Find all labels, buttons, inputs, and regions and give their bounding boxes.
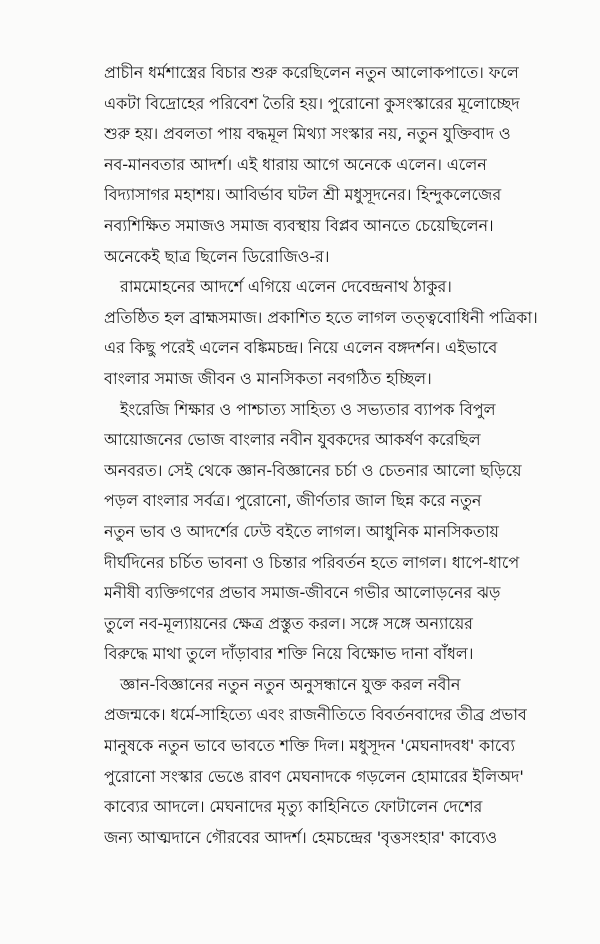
text-line: এর কিছু পরেই এলেন বঙ্কিমচন্দ্র। নিয়ে এলেন বঙ্গদর্শন। এইভাবে bbox=[104, 338, 498, 358]
text-line: নতুন ভাব ও আদর্শের ঢেউ বইতে লাগল। আধুনিক মানসিকতায় bbox=[104, 521, 499, 541]
text-line: রামমোহনের আদর্শে এগিয়ে এলেন দেবেন্দ্রনাথ ঠাকুর। bbox=[120, 277, 452, 297]
text-line: প্রতিষ্ঠিত হল ব্রাহ্মসমাজ। প্রকাশিত হতে লাগল তত্ত্ববোধিনী পত্রিকা। bbox=[104, 307, 538, 327]
text-line: পড়ল বাংলার সর্বত্র। পুরোনো, জীর্ণতার জাল ছিন্ন করে নতুন bbox=[104, 491, 482, 511]
text-line: জন্য আত্মদানে গৌরবের আদর্শ। হেমচন্দ্রের 'বৃত্তসংহার' কাব্যেও bbox=[104, 827, 498, 847]
text-line: তুলে নব-মূল্যায়নের ক্ষেত্র প্রস্তুত করল। সঙ্গে সঙ্গে অন্যায়ের bbox=[104, 613, 473, 633]
text-line: দীর্ঘদিনের চর্চিত ভাবনা ও চিন্তার পরিবর্তন হতে লাগল। ধাপে-ধাপে bbox=[104, 552, 520, 572]
text-line: মনীষী ব্যক্তিগণের প্রভাব সমাজ-জীবনে গভীর আলোড়নের ঝড় bbox=[104, 583, 501, 603]
page-body-text bbox=[104, 58, 566, 853]
text-line: প্রজন্মকে। ধর্মে-সাহিত্যে এবং রাজনীতিতে বিবর্তনবাদের তীব্র প্রভাব bbox=[104, 705, 527, 725]
paragraph-2 bbox=[104, 272, 566, 394]
text-line: আয়োজনের ভোজ বাংলার নবীন যুবকদের আকর্ষণ করেছিল bbox=[104, 430, 481, 450]
text-line: মানুষকে নতুন ভাবে ভাবতে শক্তি দিল। মধুসূদন 'মেঘনাদবধ' কাব্যে bbox=[104, 736, 515, 756]
text-line: একটা বিদ্রোহের পরিবেশ তৈরি হয়। পুরোনো কুসংস্কারের মূলোচ্ছেদ bbox=[104, 93, 520, 113]
text-line: নব-মানবতার আদর্শ। এই ধারায় আগে অনেকে এলেন। এলেন bbox=[104, 154, 487, 174]
text-line: বাংলার সমাজ জীবন ও মানসিকতা নবগঠিত হচ্ছিল। bbox=[104, 368, 432, 388]
text-line: ইংরেজি শিক্ষার ও পাশ্চাত্য সাহিত্য ও সভ্যতার ব্যাপক বিপুল bbox=[120, 399, 496, 419]
paragraph-4 bbox=[104, 670, 566, 854]
text-line: অনবরত। সেই থেকে জ্ঞান-বিজ্ঞানের চর্চা ও চেতনার আলো ছড়িয়ে bbox=[104, 460, 522, 480]
text-line: বিরুদ্ধে মাথা তুলে দাঁড়াবার শক্তি নিয়ে বিক্ষোভ দানা বাঁধল। bbox=[104, 644, 474, 664]
text-line: নব্যশিক্ষিত সমাজও সমাজ ব্যবস্থায় বিপ্লব আনতে চেয়েছিলেন। bbox=[104, 215, 494, 235]
text-line: প্রাচীন ধর্মশাস্ত্রের বিচার শুরু করেছিলেন নতুন আলোকপাতে। ফলে bbox=[104, 63, 519, 82]
text-line: বিদ্যাসাগর মহাশয়। আবির্ভাব ঘটল শ্রী মধুসূদনের। হিন্দুকলেজের bbox=[104, 185, 502, 205]
text-line: শুরু হয়। প্রবলতা পায় বদ্ধমূল মিথ্যা সংস্কার নয়, নতুন যুক্তিবাদ ও bbox=[104, 124, 511, 144]
paragraph-1 bbox=[104, 58, 566, 272]
text-line: জ্ঞান-বিজ্ঞানের নতুন নতুন অনুসন্ধানে যুক্ত করল নবীন bbox=[120, 674, 461, 694]
text-line: পুরোনো সংস্কার ভেঙে রাবণ মেঘনাদকে গড়লেন হোমারের ইলিঅদ' bbox=[104, 766, 524, 786]
text-line: অনেকেই ছাত্র ছিলেন ডিরোজিও-র। bbox=[104, 246, 330, 266]
text-line: কাব্যের আদলে। মেঘনাদের মৃত্যু কাহিনিতে ফোটালেন দেশের bbox=[104, 797, 483, 817]
paragraph-3 bbox=[104, 395, 566, 670]
